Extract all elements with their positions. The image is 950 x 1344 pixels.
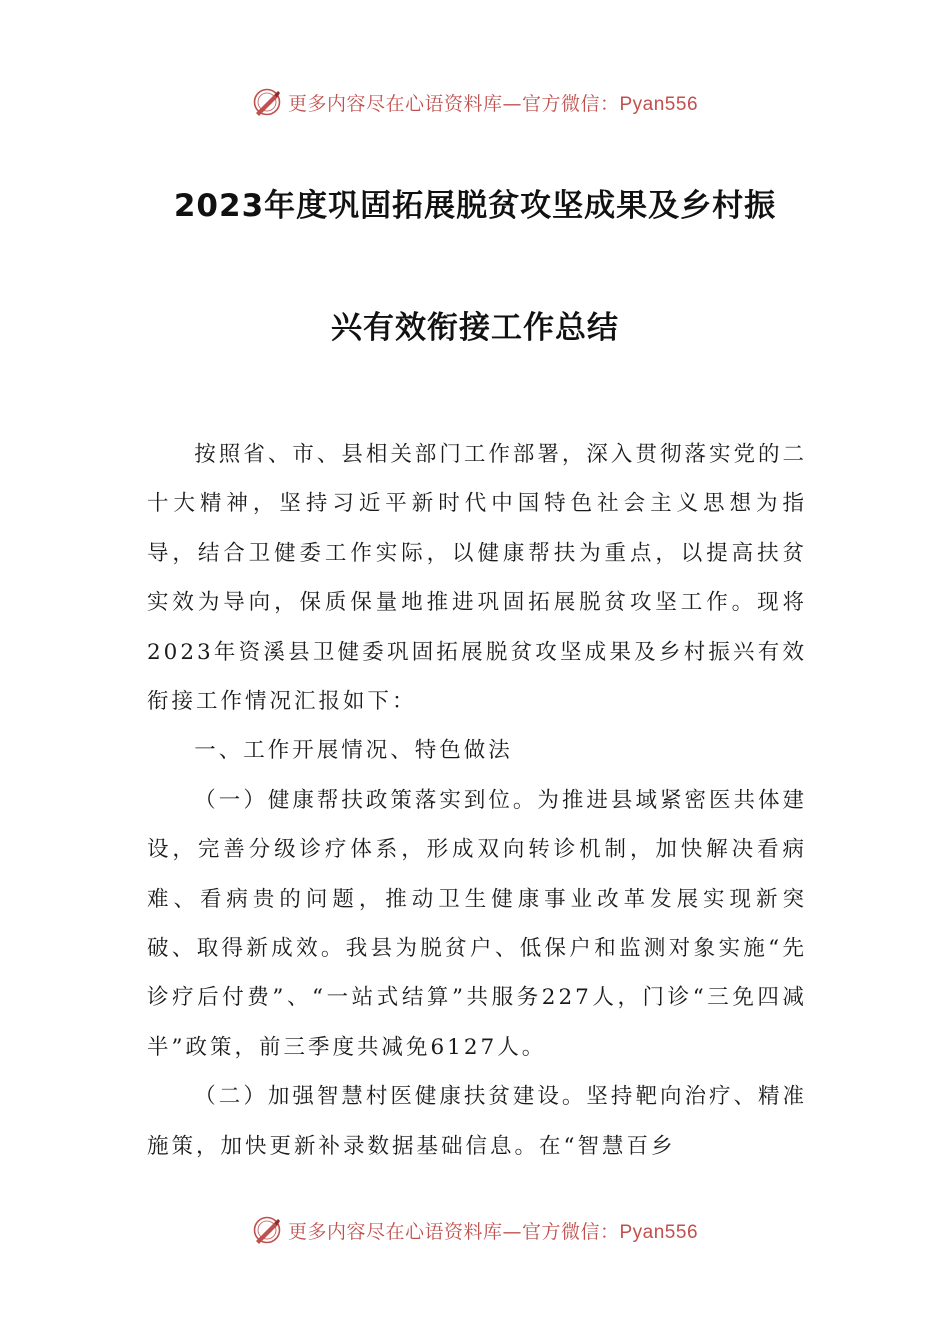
watermark-text-cn: 更多内容尽在心语资料库 [287,1220,503,1243]
watermark-footer [0,1212,950,1248]
watermark-text-cn: 更多内容尽在心语资料库 [287,92,503,115]
section-heading: 一、工作开展情况、特色做法 [194,738,513,764]
watermark-separator: — [502,92,522,115]
watermark-text-wechat: 官方微信： [521,92,620,115]
paragraph-smart-doctor: （二）加强智慧村医健康扶贫建设。坚持靶向治疗、精准施策，加快更新补录数据基础信息。在“智慧百乡 [147,1084,807,1159]
document-title-line2: 兴有效衔接工作总结 [331,310,619,346]
watermark-wechat-id: Pyan556 [619,93,699,115]
watermark-separator: — [502,1220,522,1243]
pen-circle-logo-icon [252,87,282,117]
watermark-wechat-id: Pyan556 [619,1221,699,1243]
watermark-text [288,1217,698,1244]
paragraph-intro: 按照省、市、县相关部门工作部署，深入贯彻落实党的二十大精神，坚持习近平新时代中国特色社会主义思想为指导，结合卫健委工作实际，以健康帮扶为重点，以提高扶贫实效为导向，保质保量地推进巩固拓展脱贫攻坚工作。现将2023年资溪县卫健委巩固拓展脱贫攻坚成果及乡村振兴有效衔接工作情况汇报如下： [147,442,807,715]
watermark-text [288,89,698,116]
pen-circle-logo-icon [252,1215,282,1245]
paragraph-health-policy: （一）健康帮扶政策落实到位。为推进县域紧密医共体建设，完善分级诊疗体系，形成双向转诊机制，加快解决看病难、看病贵的问题，推动卫生健康事业改革发展实现新突破、取得新成效。我县为脱贫户、低保户和监测对象实施“先诊疗后付费”、“一站式结算”共服务227人，门诊“三免四减半”政策，前三季度共减免6127人。 [147,787,807,1060]
document-body [147,430,807,1171]
watermark-header [0,84,950,120]
document-title-line1: 2023年度巩固拓展脱贫攻坚成果及乡村振 [173,188,777,224]
watermark-text-wechat: 官方微信： [521,1220,620,1243]
